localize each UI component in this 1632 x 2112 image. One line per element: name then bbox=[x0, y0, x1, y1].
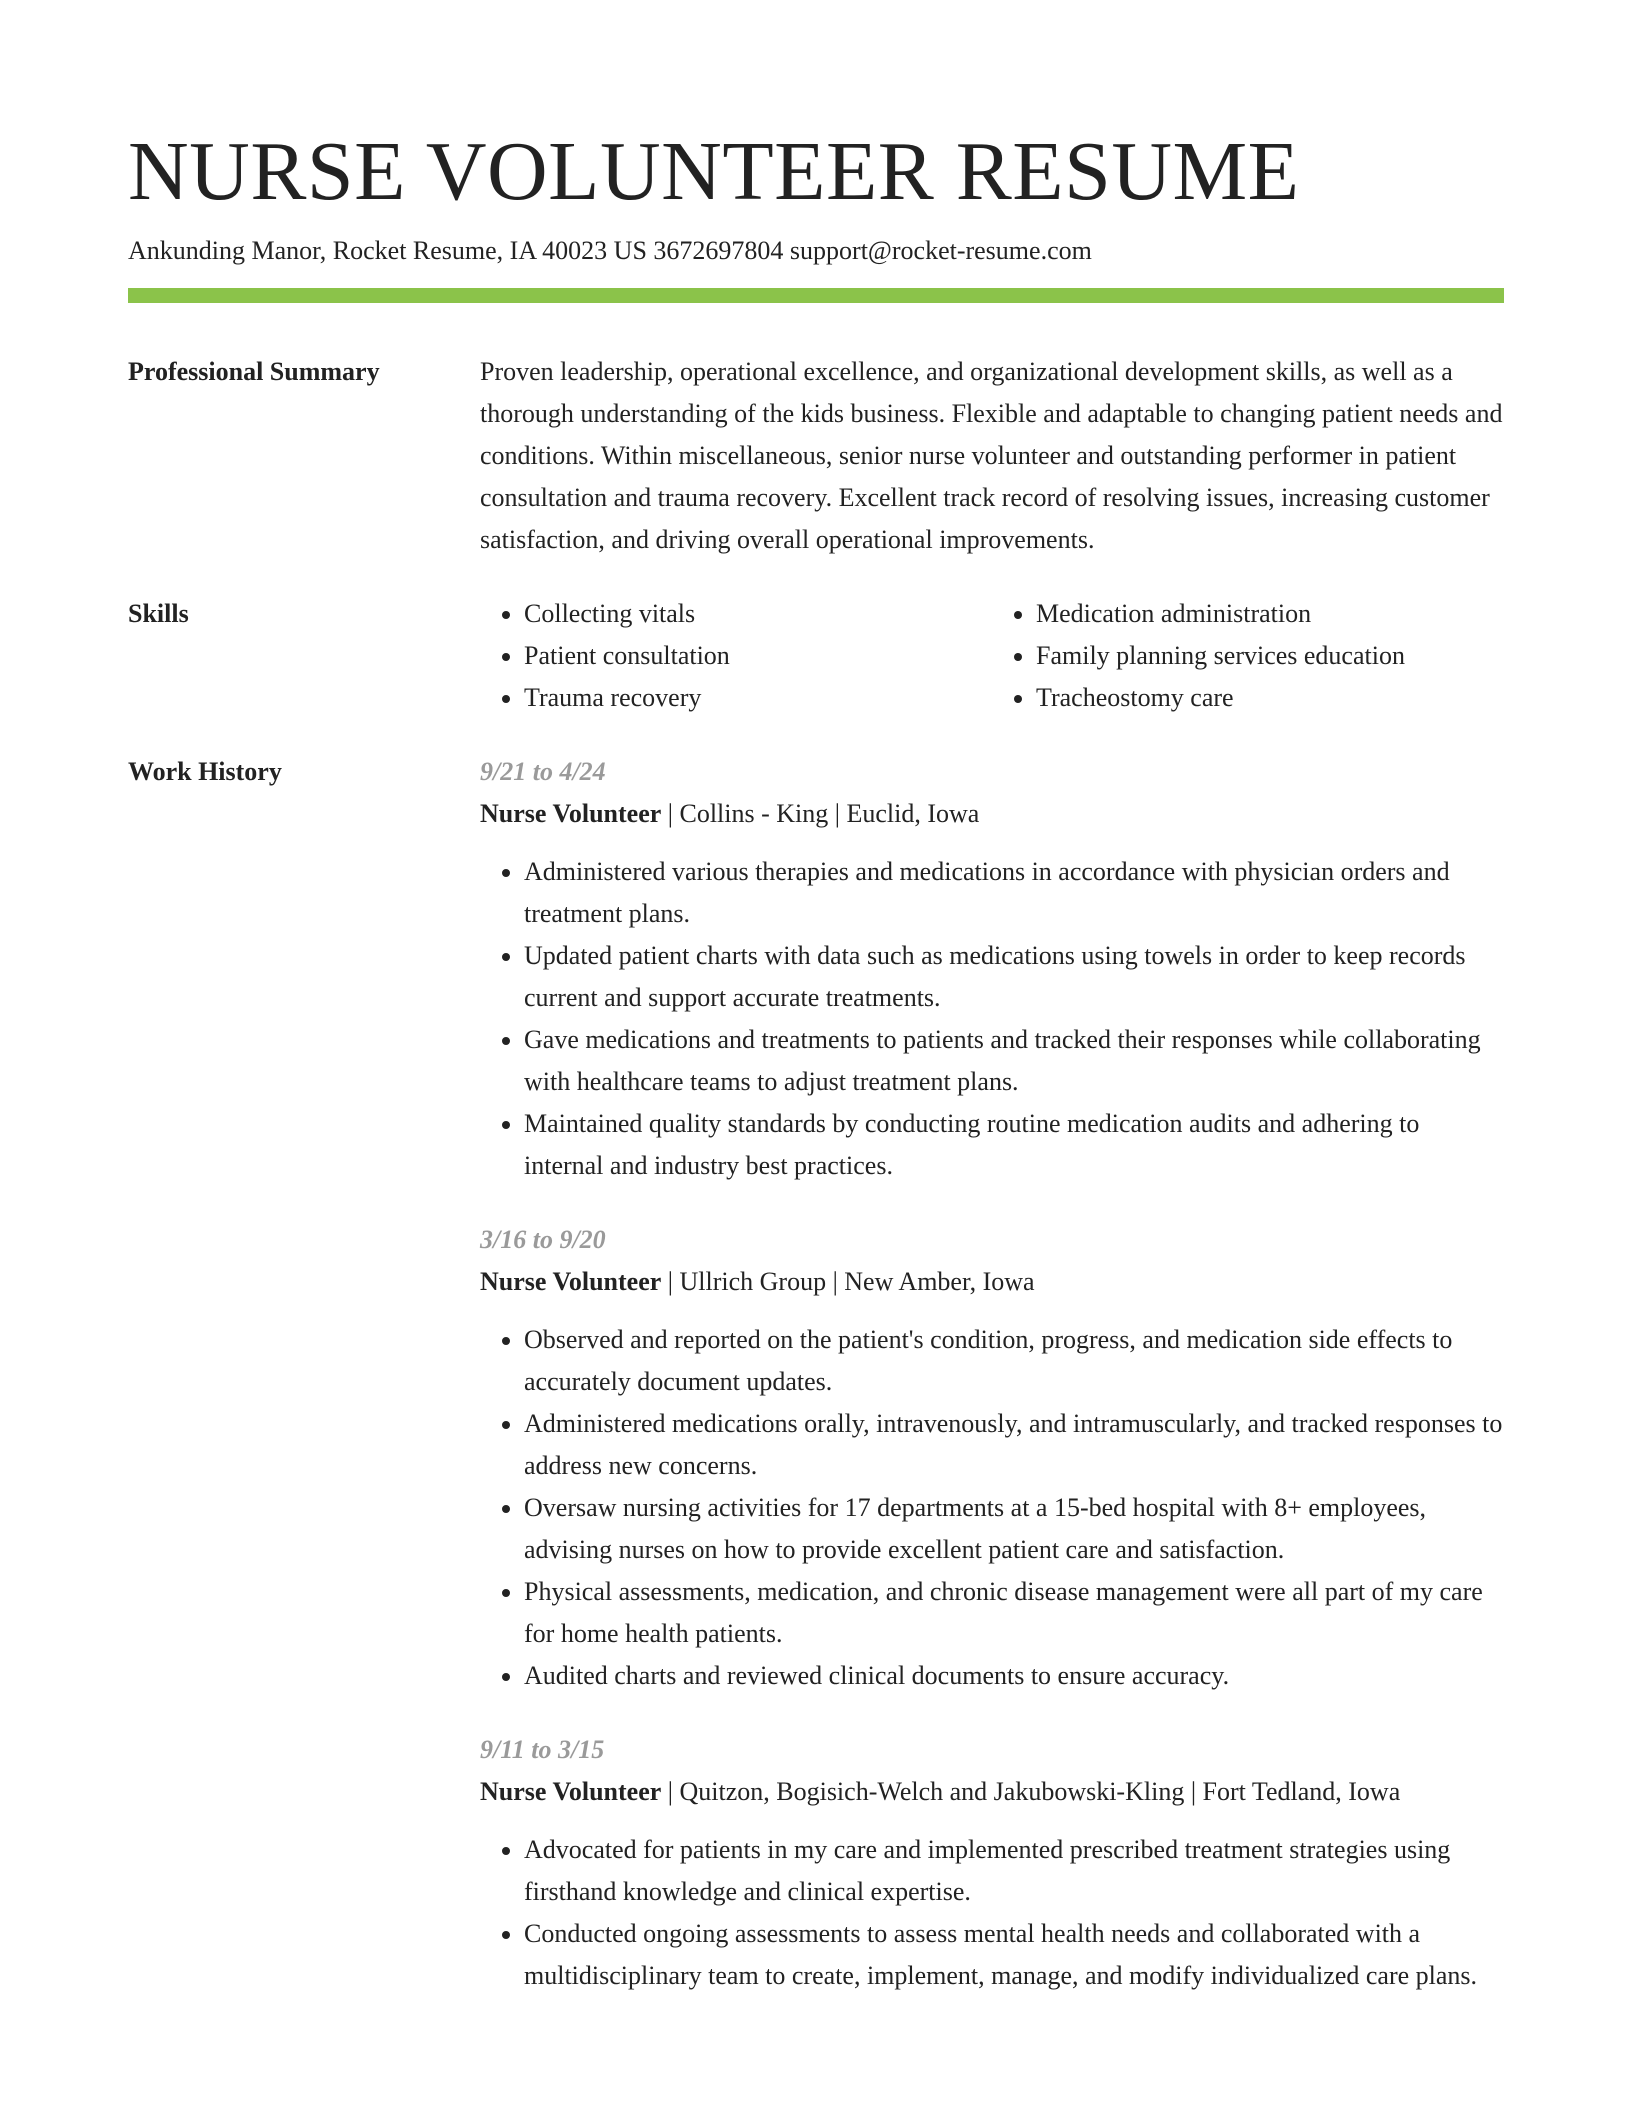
job-bullet: • Observed and reported on the patient's condition, progress, and medication side effects to accurately document updates. bbox=[524, 1319, 1504, 1403]
skill-item: • Collecting vitals bbox=[524, 593, 992, 635]
accent-divider bbox=[128, 288, 1504, 303]
job-details: | Quitzon, Bogisich-Welch and Jakubowski-Kling | Fort Tedland, Iowa bbox=[661, 1777, 1401, 1806]
resume-page bbox=[128, 0, 1504, 2029]
summary-label: Professional Summary bbox=[128, 357, 380, 386]
contact-line: Ankunding Manor, Rocket Resume, IA 40023 US 3672697804 support@rocket-resume.com bbox=[128, 236, 1092, 265]
job-bullet: • Advocated for patients in my care and implemented prescribed treatment strategies using firsthand knowledge and clinical expertise. bbox=[524, 1829, 1504, 1913]
job-heading bbox=[480, 793, 1504, 835]
job-bullet-list bbox=[480, 1319, 1504, 1697]
skill-item: • Tracheostomy care bbox=[1036, 677, 1504, 719]
job-bullet: • Audited charts and reviewed clinical documents to ensure accuracy. bbox=[524, 1655, 1504, 1697]
job-bullet-list bbox=[480, 1829, 1504, 1997]
job-bullet: • Physical assessments, medication, and chronic disease management were all part of my care for home health patients. bbox=[524, 1571, 1504, 1655]
job-details: | Collins - King | Euclid, Iowa bbox=[661, 799, 980, 828]
job-entry bbox=[480, 751, 1504, 1187]
job-bullet: • Updated patient charts with data such as medications using towels in order to keep records current and support accurate treatments. bbox=[524, 935, 1504, 1019]
job-entry bbox=[480, 1729, 1504, 1997]
job-title: Nurse Volunteer bbox=[480, 1267, 662, 1296]
job-title: Nurse Volunteer bbox=[480, 1777, 662, 1806]
summary-text: Proven leadership, operational excellence, and organizational development skills, as well as a thorough understanding of the kids business. Flexible and adaptable to changing patient needs and conditions. Within miscellaneous, senior nurse volunteer and outstanding performer in patient consultation and trauma recovery. Excellent track record of resolving issues, increasing customer satisfaction, and driving overall operational improvements. bbox=[480, 357, 1503, 554]
job-dates: 3/16 to 9/20 bbox=[480, 1225, 606, 1254]
job-bullet: • Gave medications and treatments to patients and tracked their responses while collaborating with healthcare teams to adjust treatment plans. bbox=[524, 1019, 1504, 1103]
job-heading bbox=[480, 1771, 1504, 1813]
job-bullet: • Maintained quality standards by conducting routine medication audits and adhering to internal and industry best practices. bbox=[524, 1103, 1504, 1187]
skill-item: • Medication administration bbox=[1036, 593, 1504, 635]
skill-item: • Trauma recovery bbox=[524, 677, 992, 719]
job-details: | Ullrich Group | New Amber, Iowa bbox=[661, 1267, 1035, 1296]
skill-item: • Patient consultation bbox=[524, 635, 992, 677]
job-dates: 9/11 to 3/15 bbox=[480, 1735, 605, 1764]
job-bullet: • Conducted ongoing assessments to assess mental health needs and collaborated with a multidisciplinary team to create, implement, manage, and modify individualized care plans. bbox=[524, 1913, 1504, 1997]
job-entry bbox=[480, 1219, 1504, 1697]
skills-label: Skills bbox=[128, 599, 189, 628]
job-bullet: • Administered medications orally, intravenously, and intramuscularly, and tracked responses to address new concerns. bbox=[524, 1403, 1504, 1487]
resume-title: NURSE VOLUNTEER RESUME bbox=[128, 125, 1300, 218]
job-bullet: • Administered various therapies and medications in accordance with physician orders and treatment plans. bbox=[524, 851, 1504, 935]
work-history-label: Work History bbox=[128, 757, 282, 786]
job-title: Nurse Volunteer bbox=[480, 799, 662, 828]
job-dates: 9/21 to 4/24 bbox=[480, 757, 606, 786]
skills-section bbox=[128, 593, 1504, 719]
skills-list-right bbox=[992, 593, 1504, 719]
summary-section bbox=[128, 351, 1504, 561]
skill-item: • Family planning services education bbox=[1036, 635, 1504, 677]
work-history-section bbox=[128, 751, 1504, 2029]
job-heading bbox=[480, 1261, 1504, 1303]
skills-list-left bbox=[480, 593, 992, 719]
job-bullet-list bbox=[480, 851, 1504, 1187]
job-bullet: • Oversaw nursing activities for 17 departments at a 15-bed hospital with 8+ employees, advising nurses on how to provide excellent patient care and satisfaction. bbox=[524, 1487, 1504, 1571]
